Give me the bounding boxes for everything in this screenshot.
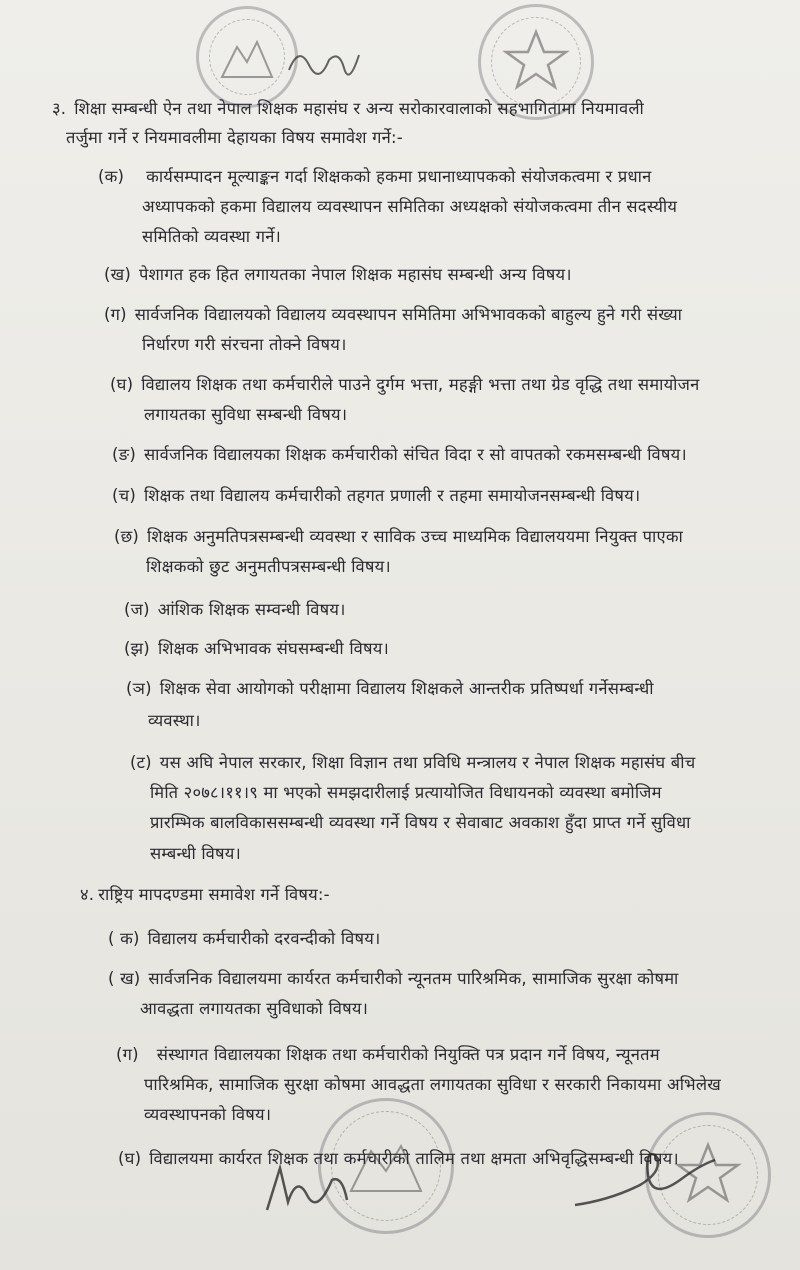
list-item: (घ) विद्यालयमा कार्यरत शिक्षक तथा कर्मचारीको तालिम तथा क्षमता अभिवृद्धिसम्बन्धी विषय। (118, 1149, 679, 1168)
list-item-cont: समितिको व्यवस्था गर्ने। (142, 227, 282, 246)
list-item: (ट) यस अघि नेपाल सरकार, शिक्षा विज्ञान तथा प्रविधि मन्त्रालय र नेपाल शिक्षक महासंघ बीच (130, 753, 696, 772)
list-item-cont: शिक्षकको छुट अनुमतीपत्रसम्बन्धी विषय। (146, 557, 391, 576)
list-item: (च) शिक्षक तथा विद्यालय कर्मचारीको तहगत प्रणाली र तहमा समायोजनसम्बन्धी विषय। (112, 486, 641, 505)
list-item-cont: पारिश्रमिक, सामाजिक सुरक्षा कोषमा आवद्धता लगायतका सुविधा र सरकारी निकायमा अभिलेख (144, 1075, 721, 1094)
section-3-heading-cont: तर्जुमा गर्ने र नियमावलीमा देहायका विषय समावेश गर्ने:- (66, 128, 403, 147)
list-item: (घ) विद्यालय शिक्षक तथा कर्मचारीले पाउने दुर्गम भत्ता, महङ्गी भत्ता तथा ग्रेड वृद्धि तथा समायोजन (110, 375, 700, 394)
list-item-cont: अध्यापकको हकमा विद्यालय व्यवस्थापन समितिका अध्यक्षको संयोजकत्वमा तीन सदस्यीय (142, 197, 678, 216)
list-item-cont: मिति २०७८।११।९ मा भएको समझदारीलाई प्रत्यायोजित विधायनको व्यवस्था बमोजिम (150, 783, 662, 802)
list-item-cont: प्रारम्भिक बालविकाससम्बन्धी व्यवस्था गर्ने विषय र सेवाबाट अवकाश हुँदा प्राप्त गर्ने सुविधा (150, 813, 691, 832)
list-item-cont: लगायतका सुविधा सम्बन्धी विषय। (144, 405, 348, 424)
list-item: ( ख) सार्वजनिक विद्यालयमा कार्यरत कर्मचारीको न्यूनतम पारिश्रमिक, सामाजिक सुरक्षा कोषमा (108, 969, 679, 988)
list-item: ( क) विद्यालय कर्मचारीको दरवन्दीको विषय। (108, 929, 381, 948)
list-item: (ग) संस्थागत विद्यालयका शिक्षक तथा कर्मचारीको नियुक्ति पत्र प्रदान गर्ने विषय, न्यूनतम (116, 1045, 660, 1064)
list-item: (ञ) शिक्षक सेवा आयोगको परीक्षामा विद्यालय शिक्षकले आन्तरीक प्रतिष्पर्धा गर्नेसम्बन्धी (126, 679, 654, 698)
list-item: (क) कार्यसम्पादन मूल्याङ्कन गर्दा शिक्षकको हकमा प्रधानाध्यापकको संयोजकत्वमा र प्रधान (98, 167, 652, 186)
list-item: (ख) पेशागत हक हित लगायतका नेपाल शिक्षक महासंघ सम्बन्धी अन्य विषय। (104, 265, 572, 284)
list-item: (छ) शिक्षक अनुमतिपत्रसम्बन्धी व्यवस्था र साविक उच्च माध्यमिक विद्यालययमा नियुक्त पाएका (114, 527, 683, 546)
section-number: ३. (52, 99, 67, 118)
list-item-cont: आवद्धता लगायतका सुविधाको विषय। (140, 999, 369, 1018)
list-item-cont: सम्बन्धी विषय। (150, 844, 241, 863)
list-item: (ङ) सार्वजनिक विद्यालयका शिक्षक कर्मचारीको संचित विदा र सो वापतको रकमसम्बन्धी विषय। (112, 445, 687, 464)
list-item: (ज) आंशिक शिक्षक सम्वन्धी विषय। (124, 600, 346, 619)
section-number: ४. (80, 885, 95, 904)
list-item-cont: व्यवस्था। (148, 711, 201, 730)
list-item-cont: व्यवस्थापनको विषय। (144, 1105, 272, 1124)
section-3-heading: ३. शिक्षा सम्बन्धी ऐन तथा नेपाल शिक्षक महासंघ र अन्य सरोकारवालाको सहभागितामा नियमावली (52, 99, 645, 118)
list-item: (ग) सार्वजनिक विद्यालयको विद्यालय व्यवस्थापन समितिमा अभिभावकको बाहुल्य हुने गरी संख्या (104, 305, 683, 324)
list-item: (झ) शिक्षक अभिभावक संघसम्बन्धी विषय। (124, 639, 389, 658)
section-4-heading: ४. राष्ट्रिय मापदण्डमा समावेश गर्ने विषय:- (80, 885, 330, 904)
list-item-cont: निर्धारण गरी संरचना तोक्ने विषय। (142, 335, 347, 354)
government-seal-top-left (196, 6, 298, 108)
signature-top (284, 40, 364, 80)
